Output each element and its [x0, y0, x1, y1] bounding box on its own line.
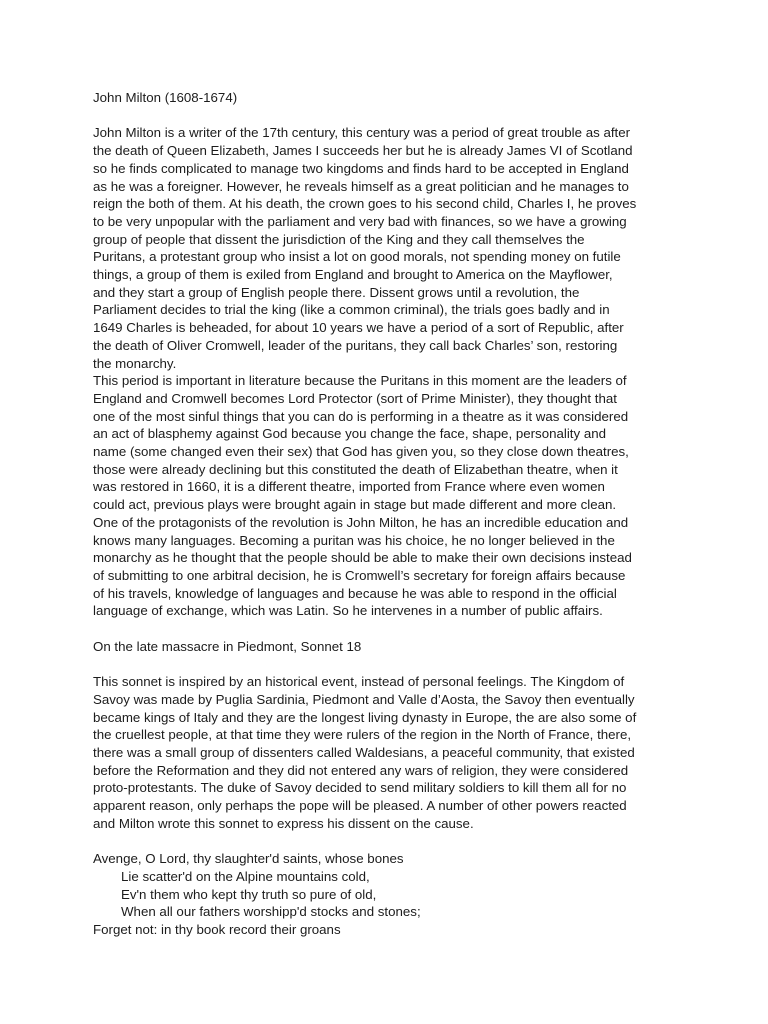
- spacer: [93, 107, 683, 125]
- poem-line: Ev'n them who kept thy truth so pure of old,: [121, 886, 377, 902]
- poem-line: Avenge, O Lord, thy slaughter'd saints, whose bones: [93, 851, 404, 867]
- paragraph-history: John Milton is a writer of the 17th century, this century was a period of great trouble as after the death of Queen Elizabeth, James I succeeds her but he is already James VI of Scotland so he finds complicated to manage two kingdoms and finds hard to be accepted in England as he was a foreigner. However, he reveals himself as a great politician and he manages to reign the both of them. At his death, the crown goes to his second child, Charles I, he proves to be very unpopular with the parliament and very bad with finances, so we have a growing group of people that dissent the jurisdiction of the King and they call themselves the Puritans, a protestant group who insist a lot on good morals, not spending money on futile things, a group of them is exiled from England and brought to America on the Mayflower, and they start a group of English people there. Dissent grows until a revolution, the Parliament decides to trial the king (like a common criminal), the trials goes badly and in 1649 Charles is beheaded, for about 10 years we have a period of a sort of Republic, after the death of Oliver Cromwell, leader of the puritans, they call back Charles’ son, restoring the monarchy.: [93, 125, 637, 371]
- poem-line: Lie scatter'd on the Alpine mountains cold,: [121, 868, 370, 884]
- document-title: John Milton (1608-1674): [93, 90, 238, 105]
- paragraph-sonnet-context: This sonnet is inspired by an historical event, instead of personal feelings. The Kingdom of Savoy was made by Puglia Sardinia, Piedmont and Valle d’Aosta, the Savoy then eventually became kings of Italy and they are the longest living dynasty in Europe, the are also some of the cruellest people, at that time they were rulers of the region in the North of France, there, there was a small group of dissenters called Waldesians, a peaceful community, that existed before the Reformation and they did not entered any wars of religion, they were considered proto-protestants. The duke of Savoy decided to send military soldiers to kill them all for no apparent reason, only perhaps the pope will be pleased. A number of other powers reacted and Milton wrote this sonnet to express his dissent on the cause.: [93, 674, 637, 831]
- poem-line: When all our fathers worshipp'd stocks and stones;: [121, 904, 421, 920]
- spacer: [93, 655, 683, 673]
- paragraph-theatre: This period is important in literature because the Puritans in this moment are the leaders of England and Cromwell becomes Lord Protector (sort of Prime Minister), they thought that one of the most sinful things that you can do is performing in a theatre as it was considered an act of blasphemy against God because you change the face, shape, personality and name (some changed even their sex) that God has given you, so they close down theatres, those were already declining but this constituted the death of Elizabethan theatre, when it was restored in 1660, it is a different theatre, imported from France where even women could act, previous plays were brought again in stage but made different and more clean.: [93, 373, 629, 513]
- spacer: [93, 832, 683, 850]
- document-page: [93, 89, 683, 939]
- poem-line: Forget not: in thy book record their groans: [93, 921, 341, 937]
- spacer: [93, 620, 683, 638]
- paragraph-milton: One of the protagonists of the revolution is John Milton, he has an incredible education and knows many languages. Becoming a puritan was his choice, he no longer believed in the monarchy as he thought that the people should be able to make their own decisions instead of submitting to one arbitral decision, he is Cromwell’s secretary for foreign affairs because of his travels, knowledge of languages and because he was able to respond in the official language of exchange, which was Latin. So he intervenes in a number of public affairs.: [93, 514, 632, 619]
- section-heading: On the late massacre in Piedmont, Sonnet 18: [93, 638, 362, 654]
